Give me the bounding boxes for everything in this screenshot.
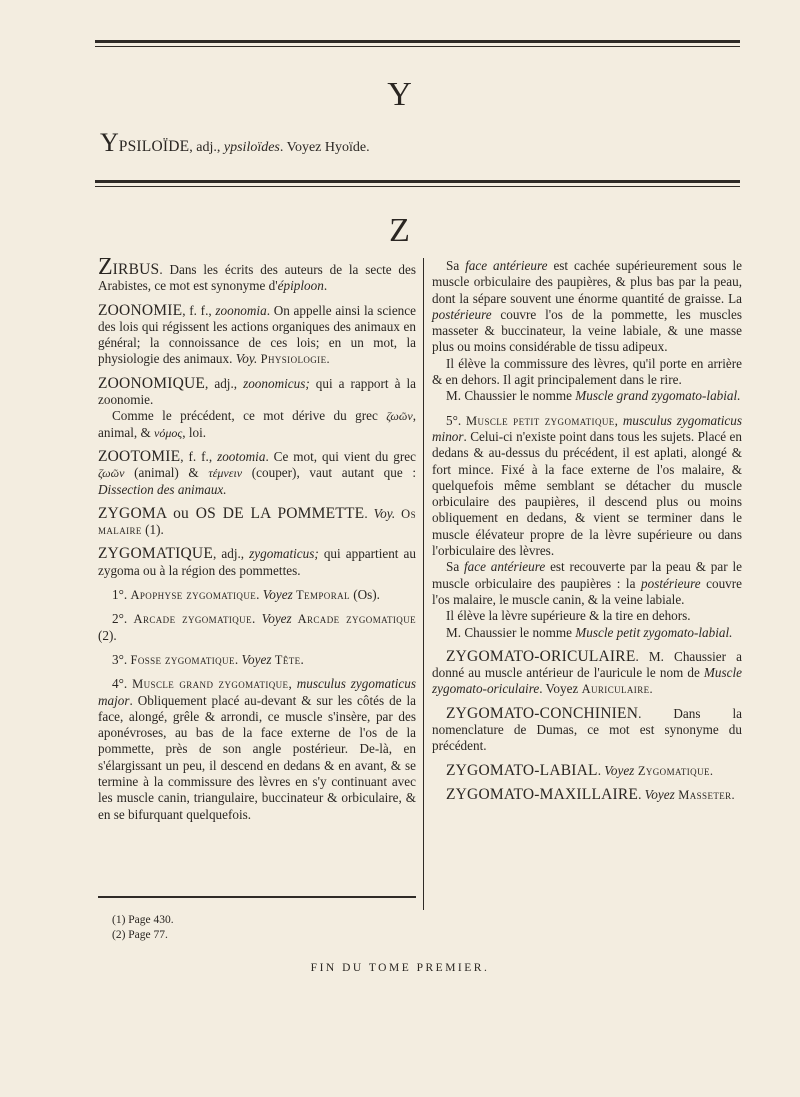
para-face-anterieure-2: [432, 559, 742, 608]
cross-reference: Temporal: [292, 588, 350, 603]
headword: ZOONOMIE: [98, 301, 183, 319]
italic-term: Dissection des animaux.: [98, 481, 227, 497]
subheading: Arcade zygomatique: [133, 612, 252, 627]
footnotes: [112, 913, 174, 943]
entry-zyg-1: [98, 587, 416, 603]
entry-zygomato-labial: [432, 763, 742, 779]
entry-text: .: [256, 587, 263, 603]
entry-zirbus: [98, 254, 416, 295]
voyez-ref: Voyez: [261, 611, 292, 627]
headword: ZYGOMATO-ORICULAIRE: [446, 647, 636, 665]
end-of-volume: FIN DU TOME PREMIER.: [310, 962, 490, 974]
entry-zootomie: [98, 449, 416, 498]
entry-zygomato-oriculaire: [432, 649, 742, 698]
italic-term: face antérieure: [464, 559, 546, 575]
entry-text: .: [323, 278, 328, 294]
headword: ZYGOMATO-MAXILLAIRE: [446, 785, 639, 803]
entry-text: .: [597, 762, 605, 778]
entry-text: .: [364, 505, 374, 521]
entry-text: .: [234, 651, 242, 667]
headword: ZYGOMATIQUE: [98, 545, 213, 563]
entry-text: Il élève la lèvre supérieure & la tire en dehors.: [446, 608, 691, 624]
italic-term: Muscle petit zygomato-labial.: [575, 624, 733, 640]
latin-term: ypsiloïdes: [223, 140, 280, 155]
greek-term: τέμνειν: [208, 466, 243, 481]
right-column: [432, 258, 742, 803]
italic-term: postérieure: [432, 306, 492, 322]
voyez-ref: Voyez: [241, 651, 272, 667]
entry-text: . Dans la nomenclature de Dumas, ce mot est synonyme du précédent.: [432, 705, 742, 754]
entry-text: qui appartient au zygoma ou à la région des pommettes.: [98, 546, 416, 578]
entry-text: M. Chaussier le nomme: [446, 388, 576, 404]
para-chaussier: [432, 388, 742, 404]
entry-text: . Dans les écrits des auteurs de la secte des Arabistes, ce mot est synonyme d': [98, 262, 416, 294]
para-eleve-2: [432, 608, 742, 624]
italic-term: face antérieure: [465, 258, 548, 273]
column-divider: [423, 258, 424, 910]
italic-term: Muscle grand zygomato-labial.: [575, 388, 741, 404]
entry-text: couvre l'os de la pommette, les muscles masseter & buccinateur, la veine labiale, & une masse plus ou moins considérable de tissu adipeux.: [432, 306, 742, 355]
entry-ypsiloide: [100, 128, 370, 158]
subheading: Fosse zygomatique: [130, 652, 235, 667]
cross-reference: Tête: [271, 652, 301, 667]
entry-text: ,: [614, 412, 623, 428]
entry-text: (2).: [98, 627, 117, 643]
italic-term: musculus zygomaticus minor: [432, 412, 742, 444]
entry-text: Il élève la commissure des lèvres, qu'il porte en arrière & en dehors. Il agit principalement dans le rire.: [432, 355, 742, 388]
entry-text: Sa: [446, 258, 466, 273]
entry-zoonomie: [98, 303, 416, 368]
entry-zoonomique-etymology: [98, 408, 416, 441]
headword: ZYGOMA ou OS DE LA POMMETTE: [98, 504, 365, 522]
top-double-rule: [95, 40, 740, 47]
entry-text: ,: [288, 676, 297, 692]
entry-text: (couper), vaut autant que :: [242, 465, 416, 481]
voyez-ref: Voyez: [604, 762, 635, 778]
entry-text: Comme le précédent, ce mot dérive du grec: [112, 408, 387, 424]
entry-text: , adj.,: [213, 546, 250, 562]
entry-text: . On appelle ainsi la science des lois qui régissent les actions organiques des animaux en général; la connoissance de ces lois; en un mot, la physiologie des animaux.: [98, 302, 416, 367]
subheading: Muscle petit zygomatique: [466, 413, 615, 428]
voyez-ref: Voyez: [262, 587, 293, 603]
entry-text: est cachée supérieurement sous le muscle orbiculaire des paupières, & plus bas par la peau, dont la sépare souvent une énorme quantité de graisse. La: [432, 258, 742, 306]
headword: ZOONOMIQUE: [98, 374, 206, 392]
entry-text: (animal) &: [124, 465, 209, 481]
section-letter-z: Z: [389, 212, 411, 249]
cross-reference: Physiologie.: [260, 352, 330, 367]
entry-text: qui a rapport à la zoonomie.: [98, 375, 416, 408]
entry-text: .: [251, 611, 262, 627]
entry-text: .: [638, 786, 645, 802]
entry-zyg-4: [98, 676, 416, 823]
headword: IRBUS: [112, 261, 160, 278]
middle-double-rule: [95, 180, 740, 187]
entry-text: . Celui-ci n'existe point dans tous les sujets. Placé en dedans & au-dessus du précédent, il est aplati, alongé & fort mince. Fixé à la face externe de l'os malaire, & quelquefois même semblant se détacher du muscle orbiculaire des paupières, il descend plus ou moins obliquement en dedans, & vient se terminer dans le muscle élévateur propre de la lèvre supérieure ou dans l'orbiculaire des lèvres.: [432, 428, 742, 559]
para-eleve: [432, 356, 742, 389]
entry-text: , loi.: [182, 424, 207, 440]
entry-zygomato-conchinien: [432, 706, 742, 755]
entry-zyg-3: [98, 652, 416, 668]
entry-zoonomique: [98, 376, 416, 409]
entry-zygomato-maxillaire: [432, 787, 742, 803]
italic-term: épiploon: [277, 278, 324, 294]
entry-text: , animal, &: [98, 408, 416, 440]
voyez-ref: Voy.: [235, 351, 258, 367]
italic-term: musculus zygomaticus major: [98, 676, 416, 708]
item-number: 2°.: [112, 611, 134, 627]
headword: PSILOÏDE: [118, 138, 190, 155]
italic-term: zoonomicus;: [243, 375, 310, 391]
item-number: 4°.: [112, 676, 133, 692]
entry-text: . Obliquement placé au-devant & sur les côtés de la face, alongé, grêle & arrondi, ce muscle s'insère, par des aponévroses, au bas de la face externe de l'os de la pommette, près de son angle postérieur. De-là, en s'élargissant un peu, il descend en dedans & en avant, & se termine à la commissure des lèvres en s'y continuant avec les muscle canin, triangulaire, buccinateur & orbiculaire, & en se bifurquant quelquefois.: [98, 692, 416, 822]
item-number: 1°.: [112, 587, 131, 603]
cross-reference: Masseter.: [674, 787, 736, 802]
italic-term: zygomaticus;: [249, 546, 319, 562]
voyez-ref: Voyez: [644, 786, 675, 802]
entry-text: , adj.,: [205, 375, 244, 391]
left-column: [98, 254, 417, 823]
footnote-2: (2) Page 77.: [112, 929, 168, 941]
entry-text: , adj.,: [189, 140, 224, 155]
cross-reference: Auriculaire.: [581, 682, 654, 697]
entry-text: Sa: [446, 559, 465, 575]
entry-text: , f. f.,: [182, 302, 216, 318]
italic-term: zootomia: [217, 448, 266, 464]
entry-zyg-5: [432, 413, 742, 560]
greek-term: ζωῶν: [98, 466, 125, 481]
italic-term: postérieure: [641, 575, 701, 591]
drop-cap: Y: [100, 128, 119, 157]
para-chaussier-2: [432, 625, 742, 641]
entry-zygomatique: [98, 546, 416, 579]
headword: ZYGOMATO-CONCHINIEN: [446, 704, 639, 722]
italic-term: Muscle zygomato-oriculaire: [432, 665, 742, 697]
subheading: Muscle grand zygomatique: [132, 677, 289, 692]
item-number: 3°.: [112, 651, 131, 667]
footnote-rule: [98, 896, 416, 898]
section-letter-y: Y: [387, 76, 413, 113]
voyez-ref: Voy.: [373, 505, 396, 521]
headword: ZOOTOMIE: [98, 447, 181, 465]
entry-text: couvre l'os malaire, le muscle canin, & la veine labiale.: [432, 575, 742, 607]
entry-zyg-2: [98, 611, 416, 644]
cross-reference: Os malaire: [98, 506, 417, 538]
footnote-1: (1) Page 430.: [112, 914, 174, 926]
entry-text: . M. Chaussier a donné au muscle antérieur de l'auricule le nom de: [432, 648, 742, 681]
subheading: Apophyse zygomatique: [130, 588, 257, 603]
cross-reference: Arcade zygomatique: [291, 612, 416, 627]
entry-text: est recouverte par la peau & par le muscle orbiculaire des paupières : la: [432, 559, 742, 591]
entry-text: (Os).: [349, 587, 380, 603]
headword: ZYGOMATO-LABIAL: [446, 761, 598, 779]
italic-term: zoonomia: [215, 302, 267, 318]
entry-text: , f. f.,: [180, 448, 218, 464]
item-number: 5°.: [446, 412, 467, 428]
cross-reference: . Voyez Hyoïde.: [279, 140, 370, 155]
entry-text: . Ce mot, qui vient du grec: [265, 448, 416, 464]
entry-text: (1).: [141, 522, 164, 538]
drop-cap: Z: [98, 254, 113, 280]
cross-reference: Zygomatique.: [634, 763, 714, 778]
entry-text: . Voyez: [539, 681, 582, 697]
entry-text: M. Chaussier le nomme: [446, 624, 576, 640]
greek-term: νόμος: [154, 425, 183, 440]
greek-term: ζωῶν: [386, 409, 413, 424]
entry-text: .: [300, 651, 304, 667]
entry-zygoma: [98, 506, 416, 539]
para-face-anterieure: [432, 258, 742, 356]
